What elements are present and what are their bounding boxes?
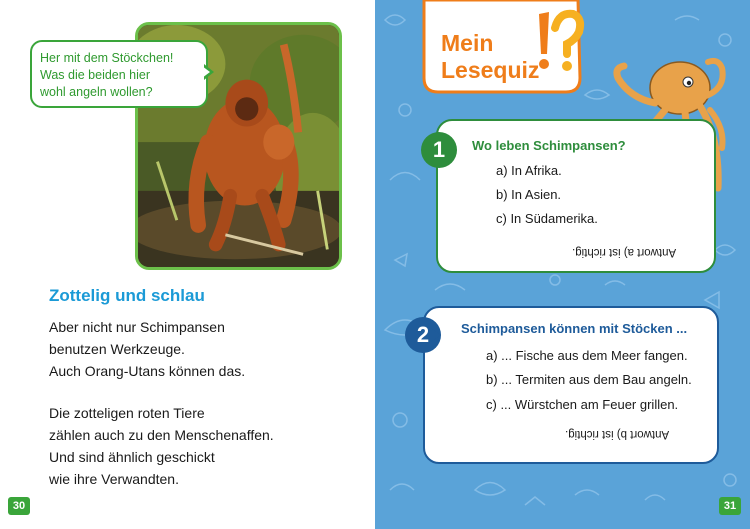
question-number-2: 2	[416, 322, 430, 347]
quiz-title-line-1: Mein	[441, 30, 494, 56]
bubble-line-2: Was die beiden hier	[40, 68, 151, 82]
paragraph-2-line-1: Die zotteligen roten Tiere	[49, 405, 205, 421]
question-text-1: Wo leben Schimpansen?	[472, 138, 626, 153]
speech-bubble	[30, 40, 208, 108]
exclamation-question-icon	[529, 6, 585, 82]
question-number-1: 1	[432, 137, 446, 162]
bubble-line-3: wohl angeln wollen?	[40, 85, 153, 99]
paragraph-2-line-4: wie ihre Verwandten.	[49, 471, 179, 487]
answer-1b: b) In Asien.	[496, 187, 562, 202]
paragraph-2-line-2: zählen auch zu den Menschenaffen.	[49, 427, 274, 443]
answer-2a: a) ... Fische aus dem Meer fangen.	[486, 348, 688, 363]
quiz-title	[441, 30, 539, 84]
page-number-left: 30	[8, 497, 30, 515]
page-number-right: 31	[719, 497, 741, 515]
answer-1c: c) In Südamerika.	[496, 211, 598, 226]
paragraph-1-line-1: Aber nicht nur Schimpansen	[49, 319, 225, 335]
paragraph-1-line-2: benutzen Werkzeuge.	[49, 341, 185, 357]
paragraph-2	[49, 402, 274, 490]
section-heading: Zottelig und schlau	[49, 286, 205, 305]
paragraph-1	[49, 316, 245, 382]
answer-2b: b) ... Termiten aus dem Bau angeln.	[486, 372, 692, 387]
question-number-badge-2	[405, 317, 441, 353]
paragraph-1-line-3: Auch Orang-Utans können das.	[49, 363, 246, 379]
answer-2c: c) ... Würstchen am Feuer grillen.	[486, 397, 679, 412]
bubble-line-1: Her mit dem Stöckchen!	[40, 51, 174, 65]
question-text-2: Schimpansen können mit Stöcken ...	[461, 321, 688, 336]
quiz-title-line-2: Lesequiz	[441, 57, 540, 83]
speech-bubble-tail	[204, 64, 214, 80]
question-number-badge-1	[421, 132, 457, 168]
solution-1: Antwort a) ist richtig.	[572, 246, 677, 258]
answer-1a: a) In Afrika.	[496, 163, 562, 178]
paragraph-2-line-3: Und sind ähnlich geschickt	[49, 449, 215, 465]
solution-2: Antwort b) ist richtig.	[565, 428, 670, 440]
